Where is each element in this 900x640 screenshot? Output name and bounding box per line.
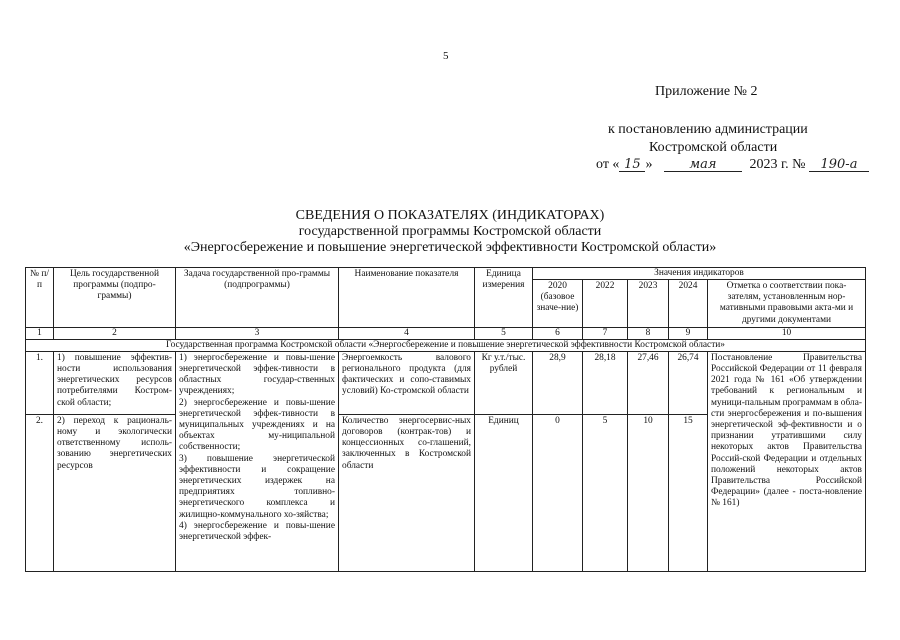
title-line-2: государственной программы Костромской области <box>298 224 602 239</box>
header-task: Задача государственной про-граммы (подпрограммы) <box>176 268 339 328</box>
header-2020: 2020 (базовое значе-ние) <box>533 280 583 328</box>
decree-reference: к постановлению администрации <box>608 122 808 137</box>
unit-cell: Единиц <box>475 414 533 571</box>
row-number: 2. <box>26 414 54 571</box>
value-2022: 5 <box>583 414 628 571</box>
appendix-label: Приложение № 2 <box>655 84 758 99</box>
value-2024: 15 <box>669 414 708 571</box>
col-number: 4 <box>339 327 475 339</box>
date-year: 2023 г. № <box>749 157 806 172</box>
col-number: 8 <box>628 327 669 339</box>
task-item: 1) энергосбережение и повы-шение энергетической эффек-тивности в областных государ-ственных учреждениях; <box>179 352 335 397</box>
header-2022: 2022 <box>583 280 628 328</box>
handwritten-month: мая <box>664 158 742 172</box>
goal-cell: 2) переход к рациональ-ному и экологически ответственному исполь-зованию энергетических ресурсов <box>54 414 176 571</box>
goal-cell: 1) повышение эффектив-ности использования энергетических ресурсов потребителями Костром-ской области; <box>54 351 176 414</box>
column-numbers-row <box>26 327 866 339</box>
program-row <box>26 339 866 351</box>
value-2024: 26,74 <box>669 351 708 414</box>
col-number: 2 <box>54 327 176 339</box>
indicator-cell: Энергоемкость валового регионального продукта (для фактических и сопо-ставимых условий) Ко-стромской области <box>339 351 475 414</box>
col-number: 7 <box>583 327 628 339</box>
table-row <box>26 351 866 414</box>
header-values-group: Значения индикаторов <box>533 268 866 280</box>
date-prefix: от « <box>596 157 620 172</box>
title-line-1: СВЕДЕНИЯ О ПОКАЗАТЕЛЯХ (ИНДИКАТОРАХ) <box>295 208 605 223</box>
col-number: 5 <box>475 327 533 339</box>
indicator-cell: Количество энергосервис-ных договоров (контрак-тов) и концессионных со-глашений, заключенных в Костромской области <box>339 414 475 571</box>
value-2022: 28,18 <box>583 351 628 414</box>
region-name: Костромской области <box>649 140 778 155</box>
program-title: Государственная программа Костромской области «Энергосбережение и повышение энергетической эффективности Костромской области» <box>26 339 866 351</box>
document-title <box>0 208 900 256</box>
row-number: 1. <box>26 351 54 414</box>
task-cell <box>176 351 339 571</box>
date-mid: » <box>645 157 653 172</box>
title-line-3: «Энергосбережение и повышение энергетической эффективности Костромской области» <box>183 240 717 255</box>
header-num: № п/п <box>26 268 54 328</box>
note-cell: Постановление Правительства Российской Федерации от 11 февраля 2021 года № 161 «Об утверждении требований к региональным и муници-пальным программам в обла-сти энергосбережения и по-вышения энергетической эф-фективности и о признании утратившими силу некоторых актов Правительства Россий-ской Федерации и отдельных положений некоторых актов Правительства Российской Федерации» (далее - поста-новление № 161) <box>708 351 866 571</box>
page-number: 5 <box>443 50 449 62</box>
value-2020: 28,9 <box>533 351 583 414</box>
task-item: 4) энергосбережение и повы-шение энергетической эффек- <box>179 520 335 543</box>
col-number: 10 <box>708 327 866 339</box>
header-2023: 2023 <box>628 280 669 328</box>
task-item: 3) повышение энергетической эффективности и сокращение энергетических издержек на предприятиях топливно-энергетического комплекса и жилищно-коммунального хо-зяйства; <box>179 453 335 520</box>
handwritten-number: 190-а <box>809 158 869 172</box>
unit-cell: Кг у.т./тыс. рублей <box>475 351 533 414</box>
value-2020: 0 <box>533 414 583 571</box>
col-number: 6 <box>533 327 583 339</box>
handwritten-day: 15 <box>619 158 645 172</box>
value-2023: 27,46 <box>628 351 669 414</box>
decree-date-line <box>596 157 869 173</box>
header-indicator: Наименование показателя <box>339 268 475 328</box>
col-number: 9 <box>669 327 708 339</box>
header-unit: Единица измерения <box>475 268 533 328</box>
header-goal: Цель государственной программы (подпро-граммы) <box>54 268 176 328</box>
header-2024: 2024 <box>669 280 708 328</box>
task-item: 2) энергосбережение и повы-шение энергетической эффек-тивности в муниципальных учреждениях и на объектах му-ниципальной собственности; <box>179 397 335 453</box>
header-note: Отметка о соответствии пока-зателям, установленным нор-мативными правовыми акта-ми и другими документами <box>708 280 866 328</box>
col-number: 3 <box>176 327 339 339</box>
col-number: 1 <box>26 327 54 339</box>
indicators-table <box>25 267 866 572</box>
value-2023: 10 <box>628 414 669 571</box>
header-row-1 <box>26 268 866 280</box>
